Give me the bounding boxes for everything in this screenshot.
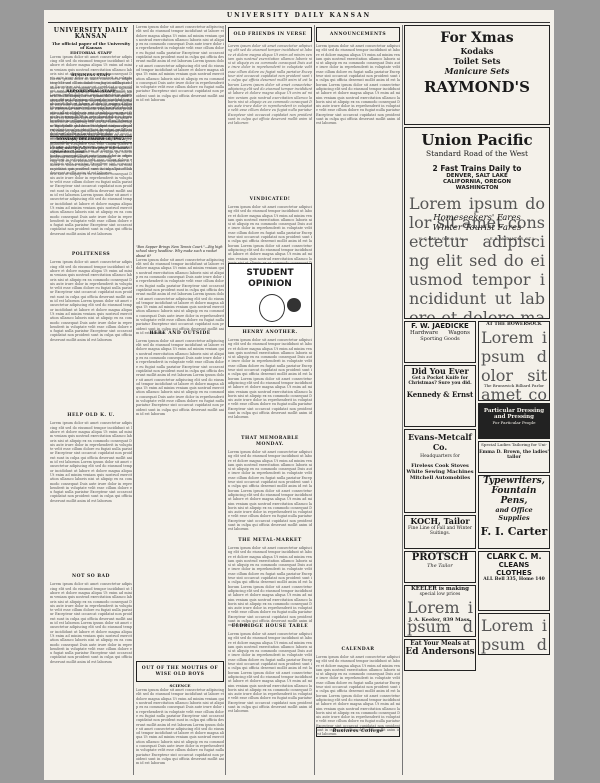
particular-l1: Particular Dressing and Pressing bbox=[483, 408, 545, 420]
heading-metal-market: THE METAL-MARKET bbox=[238, 538, 302, 543]
business-staff-heading: BUSINESS STAFF bbox=[71, 71, 111, 77]
announcements-text bbox=[316, 44, 400, 644]
heading-announcements: ANNOUNCEMENTS bbox=[329, 32, 387, 37]
date-line: MONDAY, DECEMBER 16, 1912. bbox=[50, 136, 132, 142]
heading-vindicated: VINDICATED! bbox=[249, 197, 291, 202]
ads-row bbox=[404, 321, 550, 673]
up-fares2: Winter Tourist Fares bbox=[432, 223, 522, 233]
keeler-ad bbox=[404, 585, 476, 637]
ads-right bbox=[478, 321, 550, 673]
clark-ad bbox=[478, 551, 550, 611]
jaedicke-wagons: Wagons bbox=[448, 330, 470, 336]
column-2 bbox=[136, 25, 224, 775]
column-2-text-2 bbox=[136, 258, 224, 328]
column-divider bbox=[314, 25, 315, 775]
pocket-l1: Did You Ever bbox=[411, 366, 469, 376]
xmas-toilet: Toilet Sets bbox=[453, 56, 501, 66]
up-dest2: CALIFORNIA, OREGON bbox=[443, 179, 511, 185]
up-fares1: Homeseekers' Fares bbox=[433, 213, 521, 223]
calendar-text bbox=[316, 655, 400, 725]
column-4 bbox=[316, 25, 400, 775]
eat-l1: Eat Your Meals at bbox=[410, 640, 470, 647]
particular-dressing-ad bbox=[478, 403, 550, 439]
typewriters-l2: Fountain Pens, bbox=[491, 486, 537, 506]
jaedicke-name: F. W. JAEDICKE bbox=[411, 322, 469, 330]
ed-andersons-ad bbox=[404, 639, 476, 671]
tailor-l2: Emma D. Brown, the ladies' tailor bbox=[479, 450, 549, 460]
heading-memorable-monday: THAT MEMORABLE MONDAY. bbox=[241, 436, 299, 447]
column-2-text-3 bbox=[136, 339, 224, 659]
bowersock-ad bbox=[478, 321, 550, 401]
advertisements bbox=[404, 25, 550, 673]
editorial-staff-heading: EDITORIAL STAFF bbox=[70, 49, 112, 55]
keeler-fine-print bbox=[407, 598, 473, 616]
business-college-ad: Business College bbox=[316, 727, 400, 737]
column-2-text-4 bbox=[136, 688, 224, 748]
vindicated-text bbox=[228, 205, 312, 260]
newspaper-page bbox=[44, 10, 554, 780]
protsch-sub: The Tailor bbox=[427, 563, 453, 569]
bowersock-line: The Brunswick Billiard Parlor bbox=[483, 383, 545, 388]
student-opinion-cartoon bbox=[228, 263, 312, 327]
evans-name: Evans-Metcalf Co. bbox=[408, 432, 472, 452]
xmas-kodaks: Kodaks bbox=[460, 46, 494, 56]
up-agent-1: H. G. KAILL, G. F. & P. A. bbox=[418, 237, 463, 241]
cartoon-face bbox=[287, 298, 301, 312]
pocket-l2: Get a Pocket Knife for bbox=[411, 376, 469, 381]
jaedicke-sporting: Sporting Goods bbox=[420, 336, 460, 342]
keeler-l1: KEELER is making bbox=[411, 586, 469, 592]
clark-l1: CLARK C. M. bbox=[486, 552, 542, 561]
up-agent-2: E. E. ALEXANDER, C.T.A. bbox=[489, 237, 536, 241]
raymonds-store: RAYMOND'S bbox=[424, 78, 530, 96]
misc-notice-ad bbox=[478, 613, 550, 655]
heading-politeness: POLITENESS bbox=[71, 252, 111, 258]
evans-l4: Mitchell Automobiles bbox=[409, 475, 471, 481]
pocket-l3: Christmas? Sure you did. bbox=[408, 381, 472, 386]
heading-wise-old-boys: OUT OF THE MOUTHS OF WISE OLD BOYS bbox=[141, 665, 219, 677]
clark-l3: CLOTHES bbox=[496, 569, 532, 577]
verse-box bbox=[228, 27, 312, 42]
tennis-quote: "Bon Sapper Brings New Tennis Court."—Big high school story headline. Why make such a racket about it? bbox=[136, 245, 223, 258]
column-divider bbox=[402, 25, 403, 775]
eldridge-text bbox=[228, 632, 312, 672]
editorial-text-1 bbox=[50, 154, 132, 249]
tailor-l1: Special Ladies Tailoring for Uni- bbox=[481, 442, 547, 447]
up-title: Union Pacific bbox=[421, 131, 533, 149]
protsch-name: PROTSCH bbox=[411, 552, 469, 563]
announcements-box bbox=[316, 27, 400, 42]
jaedicke-hardware: Hardware bbox=[410, 330, 439, 336]
editorial-text-2 bbox=[50, 260, 132, 410]
up-dest3: WASHINGTON bbox=[455, 185, 499, 191]
clark-l4: ALL Bell 335, Home 140 bbox=[483, 577, 545, 582]
verse-text bbox=[228, 44, 312, 194]
heading-science: SCIENCE bbox=[169, 682, 191, 688]
up-sub: Standard Road of the West bbox=[425, 149, 529, 158]
up-trains: 2 Fast Trains Daily to bbox=[432, 164, 522, 173]
staff-list bbox=[50, 55, 132, 73]
xmas-title: For Xmas bbox=[440, 30, 514, 46]
eat-l2: Ed Andersons bbox=[405, 647, 475, 657]
particular-l2: For Particular People bbox=[492, 420, 536, 425]
keeler-l2: special low prices bbox=[419, 592, 461, 597]
union-pacific-ad bbox=[404, 127, 550, 319]
column-3 bbox=[228, 25, 312, 775]
keeler-name: J. A. Keeler, 839 Mass. bbox=[408, 617, 472, 623]
heading-help-old-ku: HELP OLD K. U. bbox=[67, 413, 115, 419]
evans-metcalf-ad bbox=[404, 429, 476, 513]
heading-verse: OLD FRIENDS IN VERSE bbox=[233, 32, 307, 37]
masthead: UNIVERSITY DAILY KANSAN bbox=[226, 12, 372, 19]
bowersock-list bbox=[481, 328, 547, 382]
up-dest1: DENVER, SALT LAKE bbox=[446, 173, 508, 179]
protsch-ad bbox=[404, 551, 476, 583]
kennedy-store: Kennedy & Ernst bbox=[406, 390, 474, 399]
typewriters-l3: and Office Supplies bbox=[495, 506, 533, 522]
paper-title: UNIVERSITY DAILY KANSAN bbox=[53, 27, 129, 40]
koch-ad bbox=[404, 515, 476, 549]
column-divider bbox=[225, 25, 226, 775]
clark-l2: CLEANS bbox=[498, 561, 530, 569]
cartoon-figure bbox=[259, 294, 285, 322]
heading-eldridge-table: ELDRIDGE HOUSE TABLE bbox=[231, 624, 309, 629]
daily-quote: He who sees life fully in his profit is fortunate.—From the Chinese. bbox=[50, 145, 130, 155]
typewriters-l1: Typewriters, bbox=[483, 476, 545, 486]
wise-old-boys-box bbox=[136, 661, 224, 682]
bowersock-title: AT THE BOWERSOCK bbox=[486, 322, 542, 327]
henry-text bbox=[228, 338, 312, 433]
koch-name: KOCH, Tailor bbox=[410, 516, 470, 526]
xmas-manicure: Manicure Sets bbox=[444, 66, 510, 76]
column-1 bbox=[50, 25, 132, 775]
up-fine-print bbox=[409, 194, 545, 210]
memorable-text bbox=[228, 450, 312, 535]
evans-l2: Fireless Cook Stoves bbox=[411, 463, 469, 469]
koch-l1: Fine Line of Fall and Winter Suitings. bbox=[408, 526, 472, 536]
misc-notice-text bbox=[481, 616, 547, 652]
editorial-text-3 bbox=[50, 421, 132, 571]
editorial-text-4 bbox=[50, 582, 132, 702]
heading-calendar: CALENDAR bbox=[341, 647, 375, 652]
heading-here-outside: HERE AND OUTSIDE bbox=[149, 330, 211, 336]
ads-left bbox=[404, 321, 476, 673]
paper-subtitle: The official paper of the University of Kansas bbox=[51, 41, 131, 51]
jaedicke-ad bbox=[404, 321, 476, 363]
column-divider bbox=[133, 25, 134, 775]
evans-l1: Headquarters for bbox=[420, 454, 460, 459]
cartoon-title: STUDENT OPINION bbox=[246, 268, 294, 289]
column-2-text-1 bbox=[136, 25, 224, 245]
reportorial-staff-heading: REPORTORIAL STAFF bbox=[66, 88, 116, 94]
raymonds-ad bbox=[404, 25, 550, 125]
heading-not-so-bad: NOT SO BAD bbox=[72, 574, 110, 580]
carter-ad bbox=[478, 475, 550, 549]
evans-l3: White Sewing Machines bbox=[406, 469, 474, 475]
masthead-rule bbox=[48, 22, 550, 23]
carter-name: F. I. Carter bbox=[480, 525, 548, 538]
metal-text bbox=[228, 546, 312, 621]
kennedy-ernst-ad bbox=[404, 365, 476, 427]
ladies-tailor-ad bbox=[478, 441, 550, 473]
reportorial-list bbox=[50, 93, 132, 133]
heading-henry-another: HENRY ANOTHER. bbox=[242, 330, 298, 335]
